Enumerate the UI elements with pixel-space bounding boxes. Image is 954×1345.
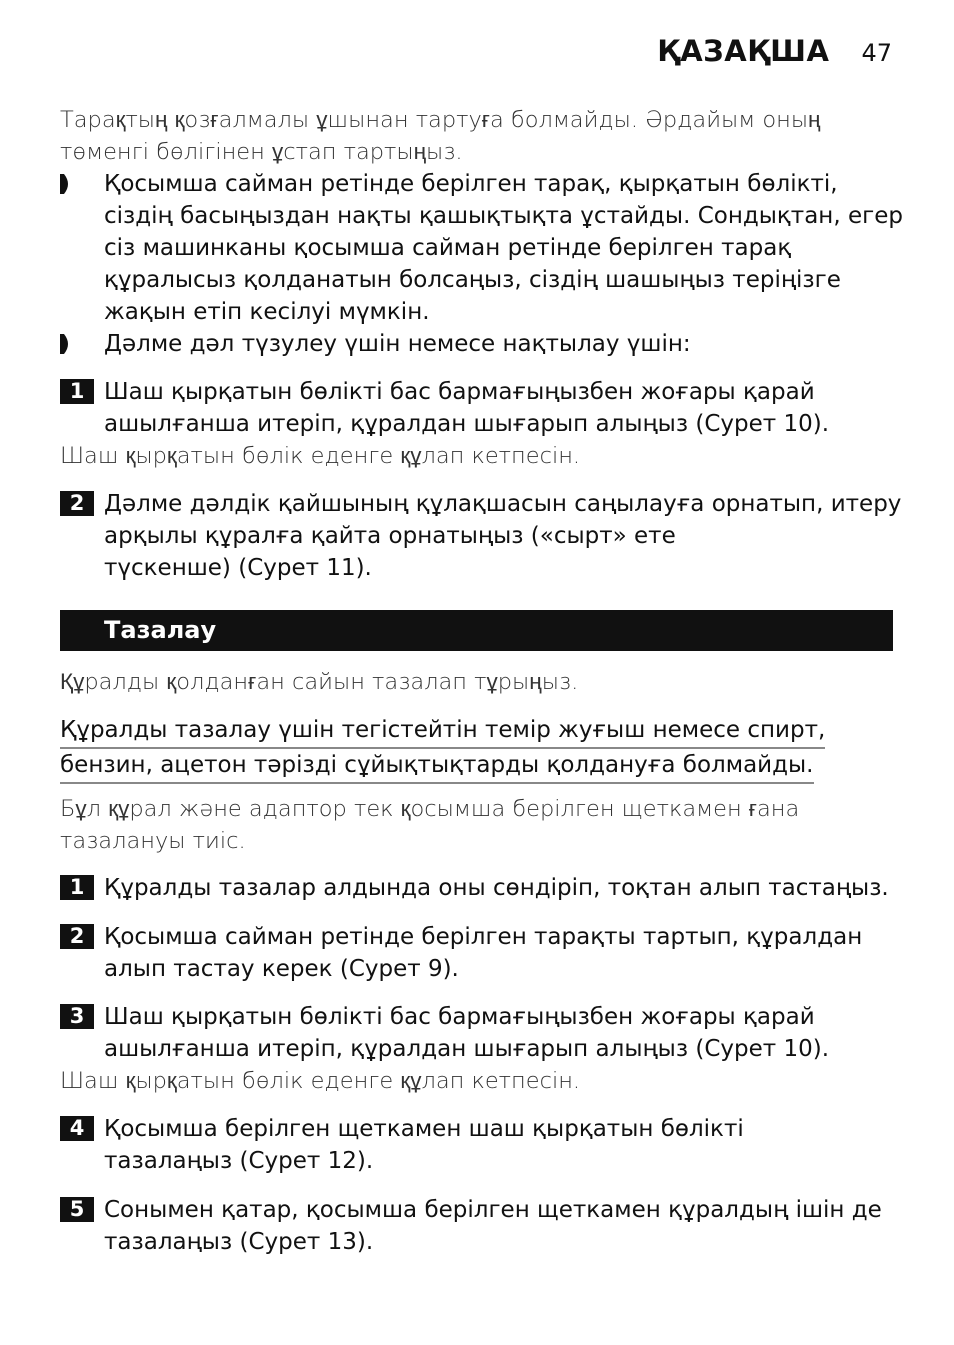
language-title: ҚАЗАҚША xyxy=(657,34,830,68)
step-text: Қосымша берілген щеткамен шаш қырқатын бөлікті тазалаңыз (Сурет 12). xyxy=(104,1116,744,1174)
cleaning-warning: Құралды тазалау үшін тегістейтін темір жуғыш немесе спирт, бензин, ацетон тәрізді сұйықтықтарды қолдануға болмайды. xyxy=(60,714,825,784)
bullet-paragraph: Қосымша сайман ретінде берілген тарақ, қырқатын бөлікті, сіздің басыңыздан нақты қашықтықта ұстайды. Сондықтан, егер сіз машинканы қосымша сайман ретінде берілген тарақ құралысыз қолданатын болсаңыз, сіздің шашыңыз теріңізге жақын етіп кесілуі мүмкін. xyxy=(104,171,903,325)
step-number: 1 xyxy=(60,875,94,900)
step-text: Шаш қырқатын бөлікті бас бармағыңызбен жоғары қарай ашылғанша итеріп, құралдан шығарып алыңыз (Сурет 10). xyxy=(104,379,830,437)
step-number: 1 xyxy=(60,379,94,404)
intro-paragraph: Тарақтың қозғалмалы ұшынан тартуға болмайды. Әрдайым оның төменгі бөлігінен ұстап тартыңыз. xyxy=(60,107,821,165)
step-note: Шаш қырқатын бөлік еденге құлап кетпесін. xyxy=(60,1068,581,1094)
step-text: Қосымша сайман ретінде берілген тарақты тартып, құралдан алып тастау керек (Сурет 9). xyxy=(104,924,863,982)
bullet-icon xyxy=(60,334,72,354)
step-note: Шаш қырқатын бөлік еденге құлап кетпесін. xyxy=(60,443,581,469)
step-number: 5 xyxy=(60,1197,94,1222)
step-text: Сонымен қатар, қосымша берілген щеткамен құралдың ішін де тазалаңыз (Сурет 13). xyxy=(104,1197,882,1255)
page-header xyxy=(657,34,892,74)
step-text: Дәлме дәлдік қайшының құлақшасын саңылауға орнатып, итеру арқылы құралға қайта орнатыңыз («сырт» ете түскенше) (Сурет 11). xyxy=(104,491,902,581)
step-text: Құралды тазалар алдында оны сөндіріп, тоқтан алып тастаңыз. xyxy=(104,875,889,901)
cleaning-note: Бұл құрал және адаптор тек қосымша берілген щеткамен ғана тазалануы тиіс. xyxy=(60,796,800,854)
step-number: 4 xyxy=(60,1116,94,1141)
cleaning-intro: Құралды қолданған сайын тазалап тұрыңыз. xyxy=(60,669,579,695)
section-heading-bar xyxy=(60,610,893,651)
step-number: 2 xyxy=(60,491,94,516)
step-text: Шаш қырқатын бөлікті бас бармағыңызбен жоғары қарай ашылғанша итеріп, құралдан шығарып алыңыз (Сурет 10). xyxy=(104,1004,830,1062)
bullet-icon xyxy=(60,174,72,194)
bullet-paragraph: Дәлме дәл түзулеу үшін немесе нақтылау үшін: xyxy=(104,331,691,357)
step-number: 2 xyxy=(60,924,94,949)
page-number: 47 xyxy=(861,39,892,67)
section-title: Тазалау xyxy=(104,616,217,644)
step-number: 3 xyxy=(60,1004,94,1029)
